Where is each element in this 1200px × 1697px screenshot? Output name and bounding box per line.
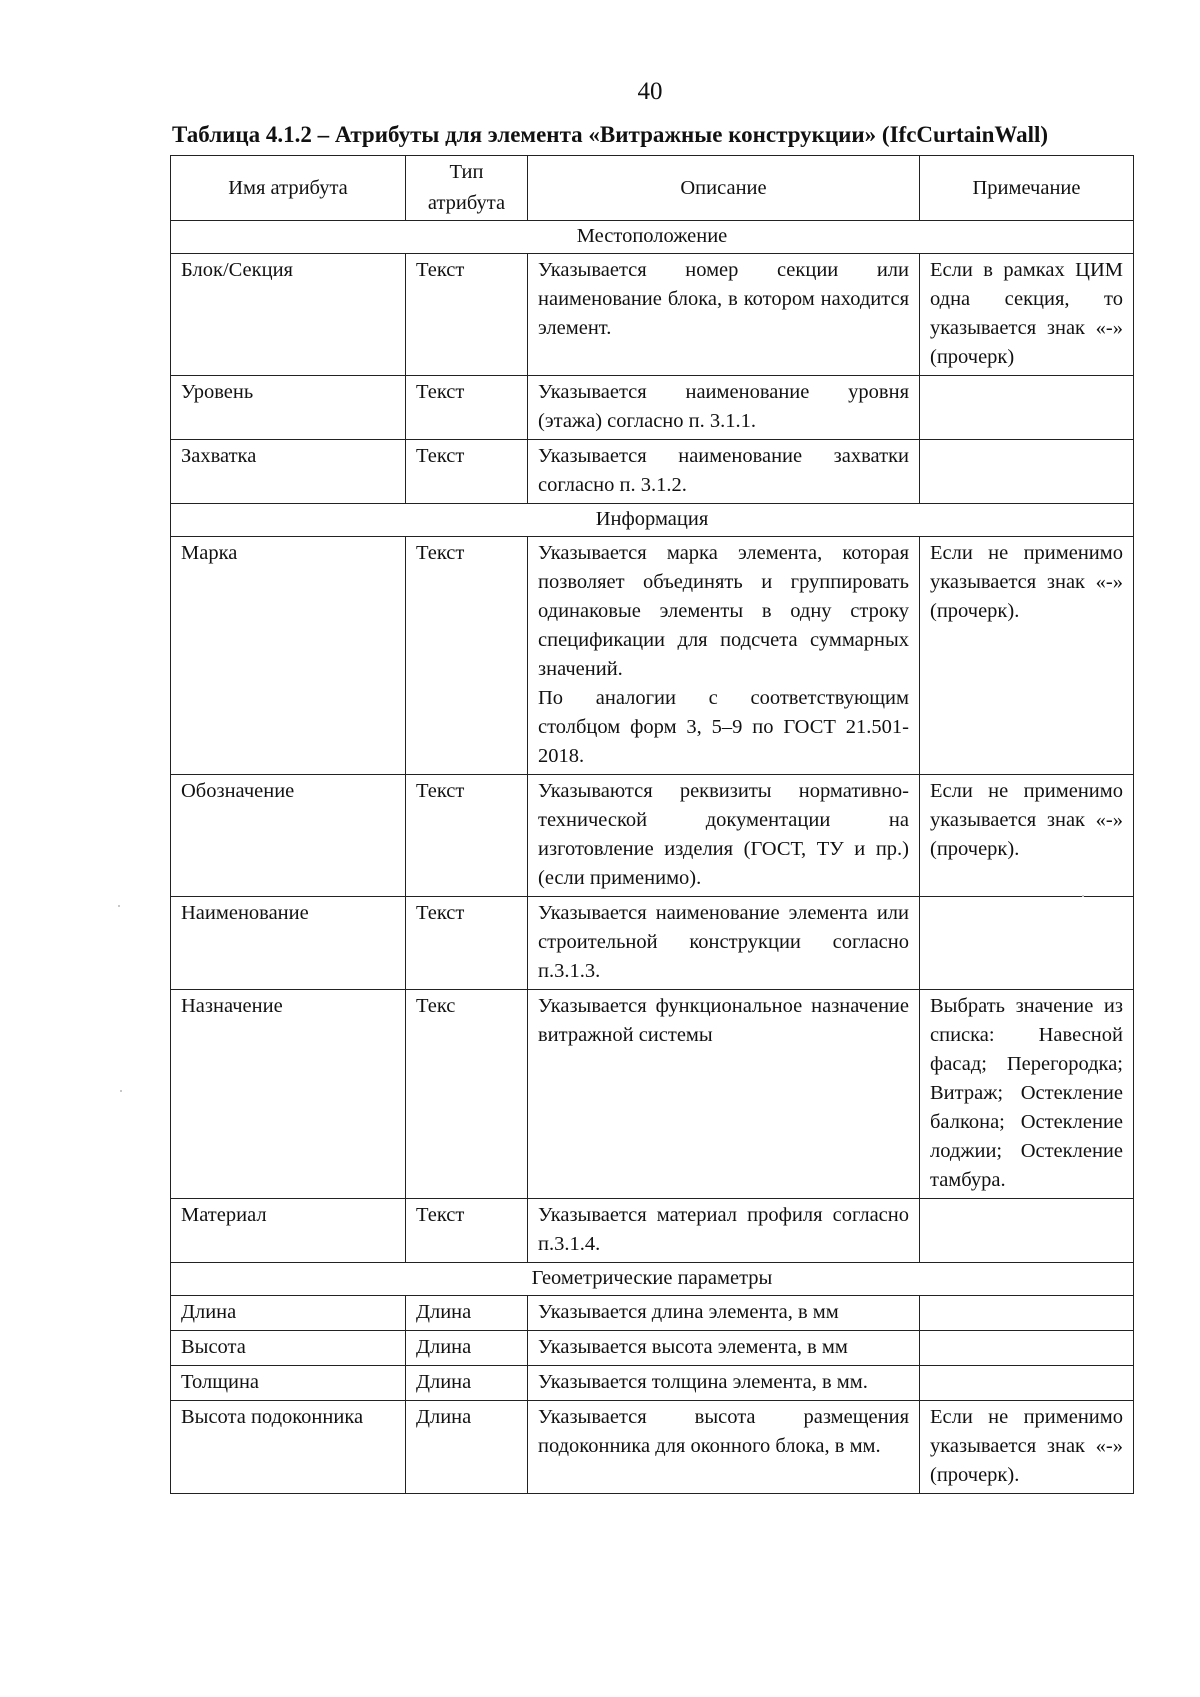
section-title: Местоположение [171, 221, 1134, 254]
cell-description: Указывается номер секции или наименование блока, в котором находится элемент. [528, 254, 920, 376]
cell-attribute-type: Текст [406, 897, 528, 990]
header-row [171, 156, 1134, 221]
cell-attribute-name: Захватка [171, 440, 406, 504]
cell-description: Указывается наименование захватки согласно п. 3.1.2. [528, 440, 920, 504]
page-number: 40 [637, 78, 663, 105]
cell-description: Указывается наименование элемента или строительной конструкции согласно п.3.1.3. [528, 897, 920, 990]
cell-note: Выбрать значение из списка: Навесной фасад; Перегородка; Витраж; Остекление балкона; Остекление лоджии; Остекление тамбура. [920, 990, 1134, 1199]
cell-attribute-name: Толщина [171, 1366, 406, 1401]
table-row [171, 1401, 1134, 1494]
cell-attribute-name: Обозначение [171, 775, 406, 897]
cell-note: Если не применимо указывается знак «-» (прочерк). [920, 775, 1134, 897]
section-title: Информация [171, 504, 1134, 537]
description-paragraph: По аналогии с соответствующим столбцом форм 3, 5–9 по ГОСТ 21.501-2018. [538, 687, 909, 767]
cell-description: Указывается материал профиля согласно п.3.1.4. [528, 1199, 920, 1263]
section-row-info [171, 504, 1134, 537]
cell-attribute-type: Длина [406, 1366, 528, 1401]
table-row [171, 1331, 1134, 1366]
cell-description: Указывается толщина элемента, в мм. [528, 1366, 920, 1401]
cell-attribute-type: Текс [406, 990, 528, 1199]
cell-attribute-type: Текст [406, 254, 528, 376]
section-row-location [171, 221, 1134, 254]
section-row-geometry [171, 1263, 1134, 1296]
cell-attribute-name: Длина [171, 1296, 406, 1331]
table-row [171, 376, 1134, 440]
cell-description: Указывается наименование уровня (этажа) согласно п. 3.1.1. [528, 376, 920, 440]
cell-note: Если не применимо указывается знак «-» (прочерк). [920, 537, 1134, 775]
cell-attribute-name: Марка [171, 537, 406, 775]
cell-attribute-type: Текст [406, 537, 528, 775]
cell-note [920, 1331, 1134, 1366]
cell-attribute-name: Наименование [171, 897, 406, 990]
header-attribute-type: Тип атрибута [406, 156, 528, 221]
cell-description [528, 537, 920, 775]
description-paragraph: Указывается марка элемента, которая позволяет объединять и группировать одинаковые элементы в одну строку спецификации для подсчета суммарных значений. [538, 542, 909, 680]
table-row [171, 1296, 1134, 1331]
table-caption: Таблица 4.1.2 – Атрибуты для элемента «Витражные конструкции» (IfcCurtainWall) [172, 122, 1049, 147]
cell-attribute-type: Текст [406, 376, 528, 440]
cell-attribute-type: Длина [406, 1401, 528, 1494]
scan-speck [120, 1090, 122, 1092]
cell-note: Если в рамках ЦИМ одна секция, то указывается знак «-» (прочерк) [920, 254, 1134, 376]
table-row [171, 775, 1134, 897]
header-description: Описание [528, 156, 920, 221]
cell-attribute-type: Текст [406, 775, 528, 897]
table-row [171, 1199, 1134, 1263]
cell-attribute-type: Длина [406, 1296, 528, 1331]
cell-attribute-name: Высота [171, 1331, 406, 1366]
header-note: Примечание [920, 156, 1134, 221]
table-row [171, 537, 1134, 775]
table-row [171, 440, 1134, 504]
section-title: Геометрические параметры [171, 1263, 1134, 1296]
cell-note [920, 440, 1134, 504]
scan-speck [118, 905, 120, 907]
attributes-table [170, 155, 1134, 1494]
cell-description: Указывается длина элемента, в мм [528, 1296, 920, 1331]
cell-attribute-type: Текст [406, 1199, 528, 1263]
cell-attribute-type: Текст [406, 440, 528, 504]
cell-attribute-name: Блок/Секция [171, 254, 406, 376]
cell-note [920, 1366, 1134, 1401]
cell-note [920, 376, 1134, 440]
table-row [171, 990, 1134, 1199]
cell-attribute-name: Уровень [171, 376, 406, 440]
scan-speck [1082, 895, 1084, 897]
cell-attribute-name: Высота подоконника [171, 1401, 406, 1494]
cell-description: Указывается функциональное назначение витражной системы [528, 990, 920, 1199]
cell-attribute-name: Материал [171, 1199, 406, 1263]
cell-description: Указывается высота размещения подоконника для оконного блока, в мм. [528, 1401, 920, 1494]
cell-description: Указываются реквизиты нормативно-технической документации на изготовление изделия (ГОСТ, ТУ и пр.) (если применимо). [528, 775, 920, 897]
cell-description: Указывается высота элемента, в мм [528, 1331, 920, 1366]
cell-note [920, 1296, 1134, 1331]
cell-attribute-name: Назначение [171, 990, 406, 1199]
cell-attribute-type: Длина [406, 1331, 528, 1366]
cell-note [920, 897, 1134, 990]
cell-note: Если не применимо указывается знак «-» (прочерк). [920, 1401, 1134, 1494]
table-row [171, 1366, 1134, 1401]
table-row [171, 897, 1134, 990]
cell-note [920, 1199, 1134, 1263]
header-attribute-name: Имя атрибута [171, 156, 406, 221]
table-row [171, 254, 1134, 376]
